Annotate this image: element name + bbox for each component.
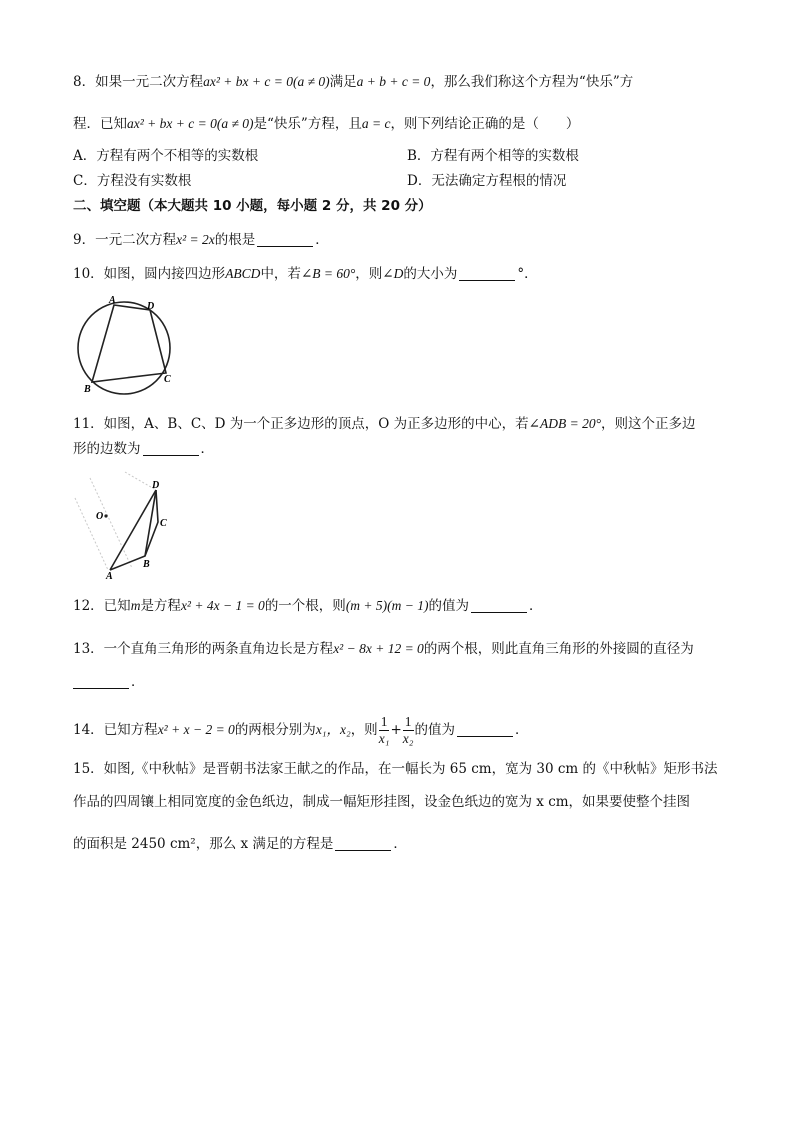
q10-quad: ABCD bbox=[225, 266, 261, 281]
label-d: D bbox=[147, 301, 155, 312]
q8-line2 bbox=[73, 114, 579, 134]
q14-roots: x₁，x₂ bbox=[315, 722, 351, 737]
fraction-numerator: 1 bbox=[380, 714, 388, 729]
q14-fraction-2 bbox=[403, 714, 414, 747]
q14-text: 的值为 bbox=[414, 722, 455, 738]
label-a: A bbox=[109, 295, 116, 306]
label-d: D bbox=[152, 480, 160, 491]
q12-text: ． bbox=[529, 598, 543, 614]
q14-answer-blank[interactable] bbox=[457, 722, 513, 737]
q13-text: 13．一个直角三角形的两条直角边长是方程 bbox=[73, 641, 334, 657]
q11-answer-blank[interactable] bbox=[143, 441, 199, 456]
fraction-numerator: 1 bbox=[404, 714, 412, 729]
q9-text: 9．一元二次方程 bbox=[73, 232, 177, 248]
guide-line bbox=[75, 498, 108, 570]
q8-text: ，则下列结论正确的是（ ） bbox=[390, 116, 580, 132]
q8-text: 是“快乐”方程，且 bbox=[253, 116, 362, 132]
guide-line bbox=[90, 478, 132, 568]
label-o: O bbox=[96, 511, 104, 522]
q8-line1 bbox=[73, 72, 633, 92]
q9 bbox=[73, 230, 329, 250]
label-c: C bbox=[160, 518, 167, 529]
q14-fraction-1 bbox=[379, 714, 390, 747]
q12-text: 12．已知 bbox=[73, 598, 131, 614]
q14-equation: x² + x − 2 = 0 bbox=[157, 722, 235, 737]
q14-text: ． bbox=[515, 722, 529, 738]
q8-option-b: B．方程有两个相等的实数根 bbox=[407, 148, 579, 164]
quadrilateral-abcd bbox=[92, 305, 166, 382]
q8-condition: a + b + c = 0 bbox=[356, 74, 431, 89]
q11-text: ，则这个正多边 bbox=[600, 416, 696, 432]
q15-line1: 15．如图,《中秋帖》是晋朝书法家王献之的作品，在一幅长为 65 cm，宽为 30 cm 的《中秋帖》矩形书法 bbox=[73, 761, 718, 777]
q11-text: ． bbox=[200, 441, 214, 457]
q10-figure-circle-quadrilateral bbox=[72, 294, 182, 398]
q8-text: 满足 bbox=[329, 74, 357, 90]
q9-answer-blank[interactable] bbox=[257, 232, 313, 247]
q11-figure-polygon bbox=[70, 470, 180, 580]
center-point-o bbox=[104, 514, 107, 517]
q13-text: ． bbox=[131, 674, 145, 690]
label-b: B bbox=[143, 559, 150, 570]
q15-text: 的面积是 2450 cm²，那么 x 满足的方程是 bbox=[73, 836, 334, 852]
fraction-denominator: x₁ bbox=[378, 731, 390, 746]
q10 bbox=[73, 264, 538, 284]
q10-text: 10．如图，圆内接四边形 bbox=[73, 266, 226, 282]
q9-equation: x² = 2x bbox=[176, 232, 215, 247]
q10-text: ，则 bbox=[355, 266, 383, 282]
q11-angle: ∠ADB = 20° bbox=[528, 416, 601, 431]
q13-line1 bbox=[73, 639, 694, 659]
q14-text: 14．已知方程 bbox=[73, 722, 158, 738]
q11-line1 bbox=[73, 414, 695, 434]
q13-line2 bbox=[73, 672, 145, 692]
q10-answer-blank[interactable] bbox=[459, 266, 515, 281]
q15-answer-blank[interactable] bbox=[335, 836, 391, 851]
q8-equation: ax² + bx + c = 0(a ≠ 0) bbox=[203, 74, 330, 89]
q10-text: 中，若 bbox=[260, 266, 301, 282]
q13-answer-blank[interactable] bbox=[73, 674, 129, 689]
q12-variable: m bbox=[130, 598, 141, 613]
q8-option-c: C．方程没有实数根 bbox=[73, 173, 192, 189]
q14-text: ，则 bbox=[350, 722, 378, 738]
label-a: A bbox=[106, 571, 113, 580]
q9-text: ． bbox=[315, 232, 329, 248]
q10-text: °． bbox=[517, 266, 538, 282]
label-b: B bbox=[84, 384, 91, 395]
q13-text: 的两个根，则此直角三角形的外接圆的直径为 bbox=[423, 641, 694, 657]
q8-text: ，那么我们称这个方程为“快乐”方 bbox=[430, 74, 634, 90]
q8-text: 程．已知 bbox=[73, 116, 127, 132]
q8-text: 8．如果一元二次方程 bbox=[73, 74, 204, 90]
q8-equation: ax² + bx + c = 0(a ≠ 0) bbox=[127, 116, 254, 131]
q12-text: 是方程 bbox=[140, 598, 181, 614]
q12-expression: (m + 5)(m − 1) bbox=[345, 598, 429, 613]
q8-option-a: A．方程有两个不相等的实数根 bbox=[73, 148, 259, 164]
fraction-denominator: x₂ bbox=[402, 731, 414, 746]
q14-text: 的两根分别为 bbox=[234, 722, 316, 738]
q12-answer-blank[interactable] bbox=[471, 598, 527, 613]
q14: 14．已知方程x² + x − 2 = 0的两根分别为x₁，x₂，则 $\frac{1}{\text{x₁}}$ + $\frac{1}{\text{x₂}}$ 的值为 ． bbox=[73, 714, 529, 746]
q15-line2: 作品的四周镶上相同宽度的金色纸边，制成一幅矩形挂图，设金色纸边的宽为 x cm，如果要使整个挂图 bbox=[73, 794, 691, 810]
q9-text: 的根是 bbox=[214, 232, 256, 248]
q12-text: 的一个根，则 bbox=[264, 598, 346, 614]
q10-angle-b: ∠B = 60° bbox=[300, 266, 356, 281]
q10-angle-d: ∠D bbox=[382, 266, 404, 281]
q15-text: ． bbox=[393, 836, 407, 852]
q12 bbox=[73, 596, 543, 616]
q11-line2 bbox=[73, 439, 214, 459]
q12-text: 的值为 bbox=[428, 598, 470, 614]
q10-text: 的大小为 bbox=[403, 266, 458, 282]
q11-text: 形的边数为 bbox=[73, 441, 141, 457]
section-heading: 二、填空题（本大题共 10 小题，每小题 2 分，共 20 分） bbox=[73, 198, 432, 214]
q15-line3 bbox=[73, 834, 407, 854]
q13-equation: x² − 8x + 12 = 0 bbox=[333, 641, 424, 656]
q12-equation: x² + 4x − 1 = 0 bbox=[180, 598, 265, 613]
q11-text: 11．如图，A、B、C、D 为一个正多边形的顶点，O 为正多边形的中心，若 bbox=[73, 416, 529, 432]
q8-option-d: D．无法确定方程根的情况 bbox=[407, 173, 567, 189]
label-c: C bbox=[164, 374, 171, 385]
q8-condition: a = c bbox=[361, 116, 391, 131]
